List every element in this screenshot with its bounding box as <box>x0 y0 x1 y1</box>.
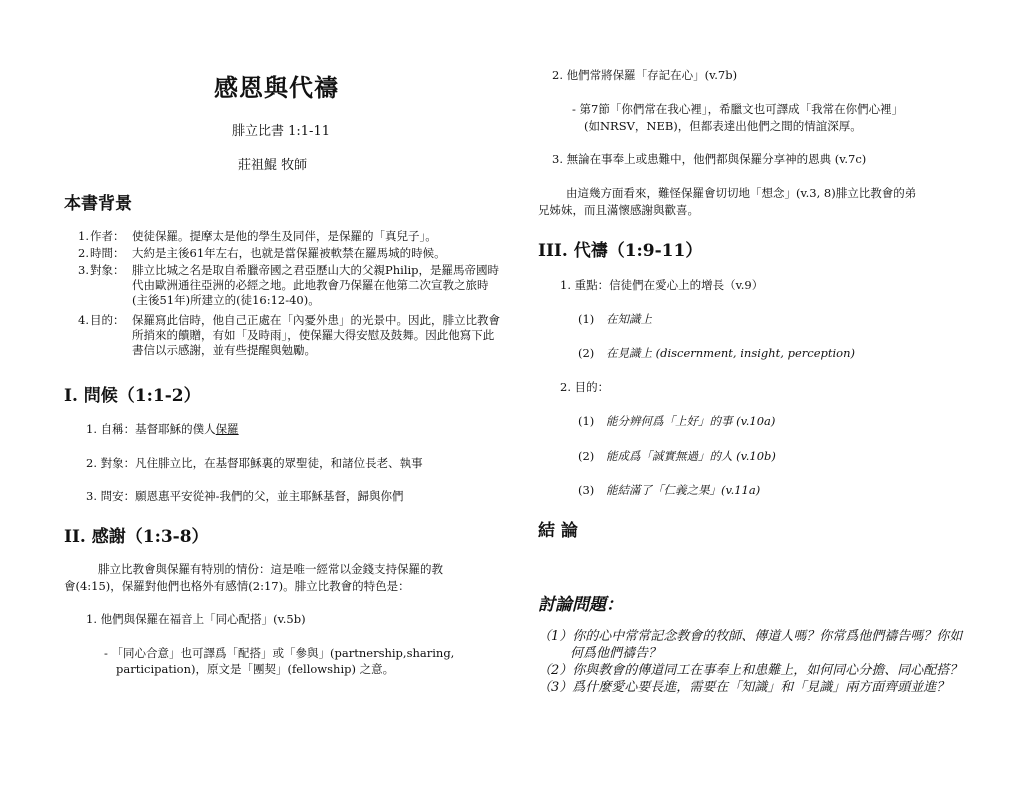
prayer-subpoint: (1) 在知識上 <box>578 312 652 326</box>
thanks-note: (如NRSV，NEB)，但都表達出他們之間的情誼深厚。 <box>584 119 862 133</box>
discussion-heading: 討論問題： <box>538 595 623 615</box>
thanks-note: participation)，原文是「團契」(fellowship) 之意。 <box>116 662 395 676</box>
background-item: 1. 作者： 使徒保羅。提摩太是他的學生及同伴，是保羅的「真兒子」。 <box>78 229 437 243</box>
background-item: 4. 目的： 保羅寫此信時，他自己正處在「內憂外患」的光景中。因此，腓立比教會所捎來的饋贈，有如「及時雨」，使保羅大得安慰及鼓舞。因此他寫下此書信以示感謝，並有些提醒與勉勵。 <box>78 313 500 357</box>
greeting-item: 3. 問安：願恩惠平安從神-我們的父，並主耶穌基督，歸與你們 <box>86 489 404 503</box>
prayer-subpoint: (3) 能結滿了「仁義之果」(v.11a) <box>578 483 761 497</box>
thanks-point: 2. 他們常將保羅「存記在心」(v.7b) <box>552 68 738 82</box>
discussion-question: （1）你的心中常常記念教會的牧師、傳道人嗎？你常爲他們禱告嗎？你如 <box>538 629 963 644</box>
author: 莊祖鯤 牧師 <box>238 158 308 173</box>
thanks-conclusion: 兄姊妹，而且滿懷感謝與歡喜。 <box>538 203 699 217</box>
thanks-note: - 「同心合意」也可譯爲「配搭」或「參與」(partnership,sharing, <box>104 646 455 660</box>
thanks-heading: II. 感謝（1:3-8） <box>64 527 209 547</box>
prayer-heading: III. 代禱（1:9-11） <box>538 241 703 261</box>
prayer-focus: 1. 重點：信徒們在愛心上的增長（v.9） <box>560 278 764 292</box>
background-item: 3. 對象： 腓立比城之名是取自希臘帝國之君亞歷山大的父親Philip，是羅馬帝國時代由歐洲通往亞洲的必經之地。此地教會乃保羅在他第二次宣教之旅時(主後51年)所建立的(徒16:12-40)。 <box>78 263 500 307</box>
background-heading: 本書背景 <box>64 194 132 214</box>
thanks-point: 3. 無論在事奉上或患難中，他們都與保羅分享神的恩典 (v.7c) <box>552 152 867 166</box>
prayer-purpose: 2. 目的： <box>560 380 610 394</box>
background-item: 2. 時間： 大約是主後61年左右，也就是當保羅被軟禁在羅馬城的時候。 <box>78 246 446 260</box>
prayer-subpoint: (2) 在見識上 (discernment, insight, perception) <box>578 346 855 360</box>
greeting-item: 1. 自稱：基督耶穌的僕人保羅 <box>86 422 239 436</box>
thanks-point: 1. 他們與保羅在福音上「同心配搭」(v.5b) <box>86 612 306 626</box>
discussion-question: （2）你與教會的傳道同工在事奉上和患難上，如何同心分擔、同心配搭？ <box>538 663 963 678</box>
thanks-intro: 會(4:15)，保羅對他們也格外有感情(2:17)。腓立比教會的特色是： <box>64 579 410 593</box>
thanks-conclusion: 由這幾方面看來，難怪保羅會切切地「想念」(v.3, 8)腓立比教會的弟 <box>566 186 917 200</box>
page-title: 感恩與代禱 <box>214 73 339 102</box>
prayer-subpoint: (1) 能分辨何爲「上好」的事 (v.10a) <box>578 414 776 428</box>
thanks-note: - 第7節「你們常在我心裡」，希臘文也可譯成「我常在你們心裡」 <box>572 102 904 116</box>
discussion-question: （3）爲什麼愛心要長進，需要在「知識」和「見識」兩方面齊頭並進？ <box>538 680 950 695</box>
scripture-reference: 腓立比書 1:1-11 <box>232 124 330 139</box>
discussion-question: 何爲他們禱告？ <box>570 646 662 661</box>
thanks-intro: 腓立比教會與保羅有特別的情份：這是唯一經常以金錢支持保羅的教 <box>98 562 443 576</box>
greeting-heading: I. 問候（1:1-2） <box>64 386 201 406</box>
prayer-subpoint: (2) 能成爲「誠實無過」的人 (v.10b) <box>578 449 776 463</box>
greeting-item: 2. 對象：凡住腓立比，在基督耶穌裏的眾聖徒，和諸位長老、執事 <box>86 456 423 470</box>
conclusion-heading: 結 論 <box>538 521 578 541</box>
